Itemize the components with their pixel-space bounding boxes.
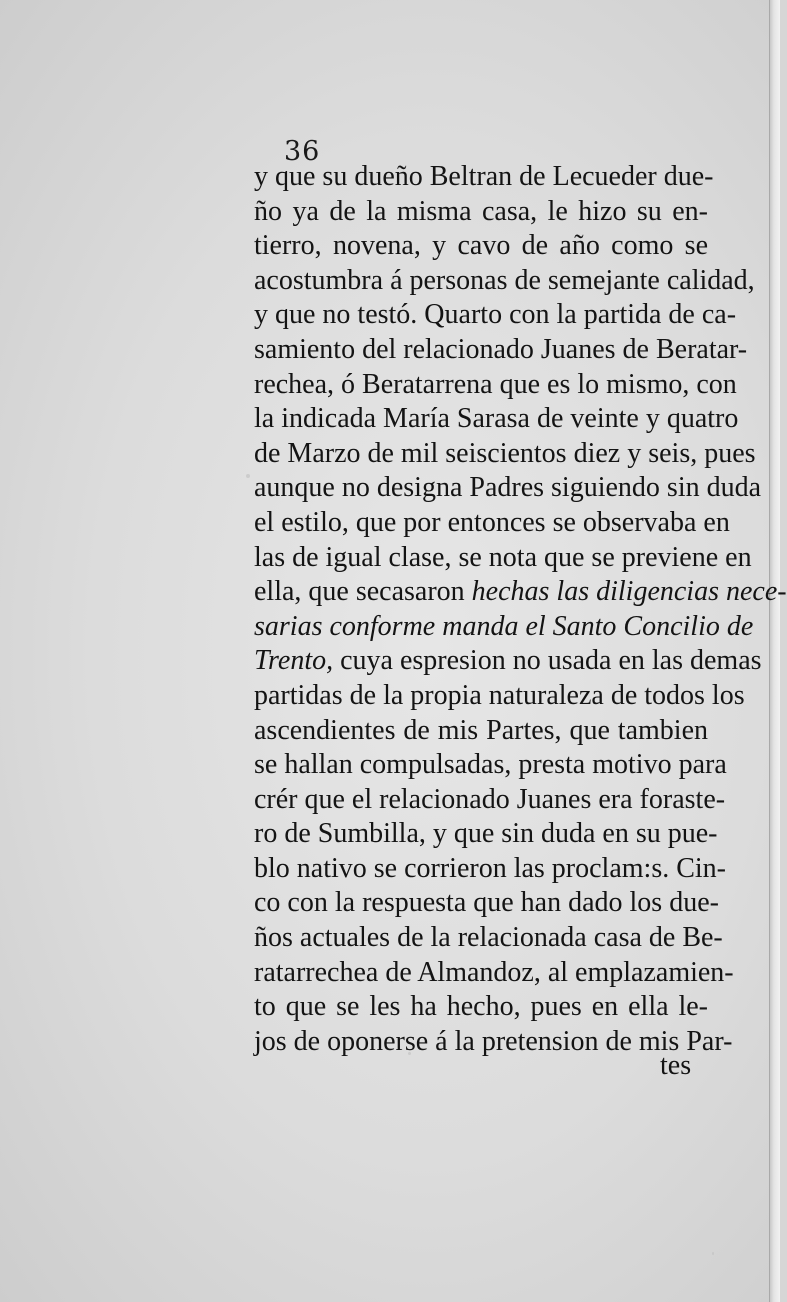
text-line bbox=[254, 610, 754, 645]
paper-spot bbox=[246, 474, 250, 478]
text-line bbox=[254, 817, 718, 852]
text-segment: ratarrechea de Almandoz, al emplazamien- bbox=[254, 956, 734, 988]
text-line bbox=[254, 783, 726, 818]
text-line bbox=[254, 956, 734, 991]
text-segment: y que no testó. Quarto con la partida de ca- bbox=[254, 299, 737, 331]
text-segment: y que su dueño Beltran de Lecueder due- bbox=[254, 161, 714, 192]
text-segment: la indicada María Sarasa de veinte y quatro bbox=[254, 403, 739, 435]
italic-phrase: Trento, bbox=[254, 645, 334, 677]
text-segment: acostumbra á personas de semejante calidad, bbox=[254, 264, 755, 296]
body-text bbox=[254, 160, 787, 1059]
text-line bbox=[254, 748, 727, 783]
text-line bbox=[254, 1025, 733, 1060]
text-line bbox=[254, 852, 726, 887]
text-segment: to que se les ha hecho, pues en ella le- bbox=[254, 991, 708, 1023]
text-segment: co con la respuesta que han dado los due- bbox=[254, 887, 719, 919]
text-line bbox=[254, 402, 739, 437]
text-line bbox=[254, 921, 723, 956]
text-segment: aunque no designa Padres siguiendo sin duda bbox=[254, 472, 762, 504]
page-edge bbox=[769, 0, 780, 1302]
text-line bbox=[254, 471, 762, 506]
text-line bbox=[254, 264, 755, 299]
text-line bbox=[254, 541, 752, 576]
text-segment: se hallan compulsadas, presta motivo para bbox=[254, 749, 727, 781]
text-segment: ro de Sumbilla, y que sin duda en su pue- bbox=[254, 818, 718, 850]
text-segment: tierro, novena, y cavo de año como se bbox=[254, 230, 708, 262]
text-line bbox=[254, 229, 708, 264]
text-segment: ascendientes de mis Partes, que tambien bbox=[254, 714, 708, 746]
page-number: 36 bbox=[284, 136, 321, 167]
paper-spot bbox=[712, 1252, 714, 1255]
text-segment: crér que el relacionado Juanes era foraste- bbox=[254, 783, 726, 815]
text-segment: las de igual clase, se nota que se previene en bbox=[254, 541, 752, 573]
text-segment: samiento del relacionado Juanes de Beratar- bbox=[254, 333, 748, 365]
text-segment: jos de oponerse á la pretension de mis Par- bbox=[254, 1025, 733, 1057]
text-segment: cuya espresion no usada en las demas bbox=[333, 645, 762, 677]
text-segment: ella, que secasaron bbox=[254, 576, 472, 608]
text-segment: partidas de la propia naturaleza de todos los bbox=[254, 679, 745, 711]
italic-phrase: hechas las diligencias nece- bbox=[471, 576, 787, 608]
text-line bbox=[254, 886, 719, 921]
text-segment: ño ya de la misma casa, le hizo su en- bbox=[254, 195, 708, 227]
text-segment: el estilo, que por entonces se observaba en bbox=[254, 506, 730, 538]
text-line bbox=[254, 506, 730, 541]
text-line bbox=[254, 195, 708, 230]
text-line bbox=[254, 990, 708, 1025]
catchword: tes bbox=[660, 1050, 692, 1081]
text-line bbox=[254, 644, 762, 679]
text-line bbox=[254, 160, 714, 195]
text-line bbox=[254, 679, 745, 714]
text-segment: blo nativo se corrieron las proclam:s. Cin- bbox=[254, 852, 726, 884]
text-segment: ños actuales de la relacionada casa de Be- bbox=[254, 922, 723, 954]
text-line bbox=[254, 714, 708, 749]
text-line bbox=[254, 437, 756, 472]
text-segment: rechea, ó Beratarrena que es lo mismo, con bbox=[254, 368, 737, 400]
text-line bbox=[254, 298, 737, 333]
text-line bbox=[254, 333, 748, 368]
text-line bbox=[254, 575, 787, 610]
italic-phrase: sarias conforme manda el Santo Concilio de bbox=[254, 610, 754, 642]
text-segment: de Marzo de mil seiscientos diez y seis, pues bbox=[254, 437, 756, 469]
text-line bbox=[254, 368, 737, 403]
